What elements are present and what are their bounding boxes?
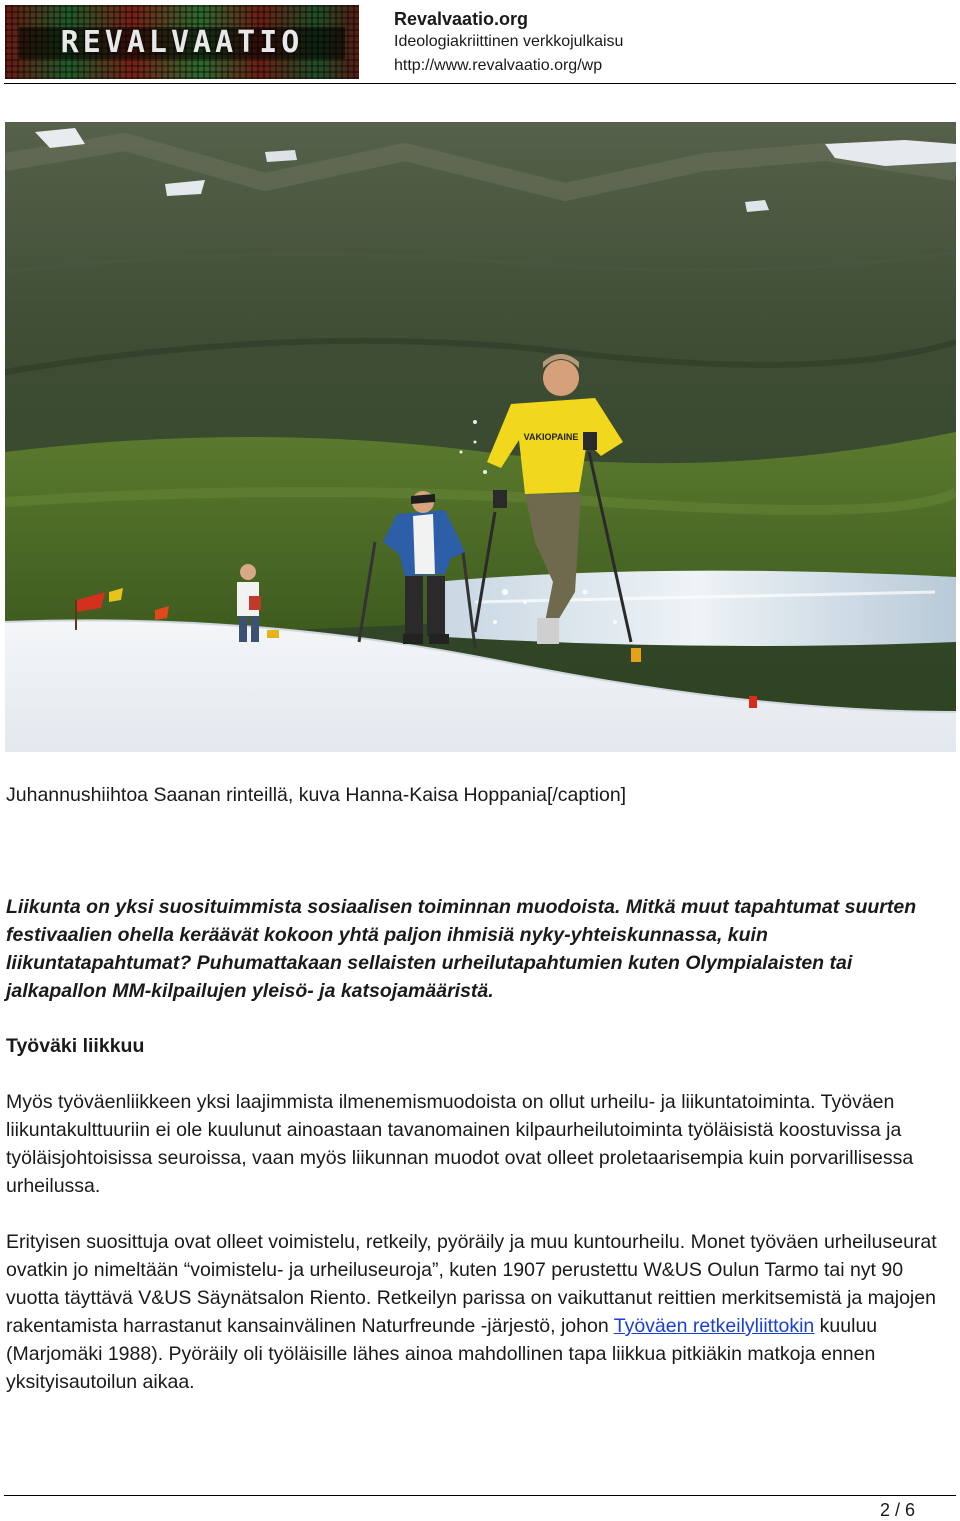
site-title: Revalvaatio.org — [394, 9, 529, 29]
page-header — [0, 0, 960, 84]
section-heading: Työväki liikkuu — [6, 1035, 145, 1057]
logo-wordmark: REVALVAATIO — [60, 25, 304, 60]
article-photo — [5, 122, 956, 752]
article-paragraph — [6, 1228, 946, 1396]
site-url[interactable]: http://www.revalvaatio.org/wp — [394, 57, 603, 74]
retkeilyliitto-link[interactable]: Työväen retkeilyliittokin — [613, 1315, 815, 1337]
footer-divider — [4, 1495, 956, 1496]
header-divider — [4, 83, 956, 84]
paragraph-text: kuuluu (Marjomäki 1988). Pyöräily oli työläisille lähes ainoa mahdollinen tapa liikkua pitkiäkin matkoja ennen yksityisautoilun aikaa. — [6, 1315, 878, 1393]
site-logo[interactable] — [5, 5, 359, 79]
page-number: 2 / 6 — [879, 1500, 915, 1520]
photo-caption: Juhannushiihtoa Saanan rinteillä, kuva Hanna-Kaisa Hoppania[/caption] — [6, 784, 627, 806]
paragraph-text: Erityisen suosittuja ovat olleet voimistelu, retkeily, pyöräily ja muu kuntourheilu. Monet työväen urheiluseurat ovatkin jo nimeltään “voimistelu- ja urheiluseuroja”, kuten 1907 perustettu W&US Oulun Tarmo tai nyt 90 vuotta täyttävä V&US Säynätsalon Riento. Retkeilyn parissa on vaikuttanut reittien merkitsemistä ja majojen rakentamista harrastanut kansainvälinen Naturfreunde -järjestö, johon — [6, 1231, 937, 1337]
article-lead: Liikunta on yksi suosituimmista sosiaalisen toiminnan muodoista. Mitkä muut tapahtumat suurten festivaalien ohella keräävät kokoon yhtä paljon ihmisiä nyky-yhteiskunnassa, kuin liikuntatapahtumat? Puhumattakaan sellaisten urheilutapahtumien kuten Olympialaisten tai jalkapallon MM-kilpailujen yleisö- ja katsojamääristä. — [6, 896, 917, 1002]
shirt-print: VAKIOPAINE — [523, 432, 579, 442]
article-paragraph: Myös työväenliikkeen yksi laajimmista ilmenemismuodoista on ollut urheilu- ja liikuntatoiminta. Työväen liikuntakulttuuriin ei ole kuulunut ainoastaan tavanomainen kilpaurheilutoiminta työläisistä koostuvissa ja työläisjohtoisissa seuroissa, vaan myös liikunnan muodot ovat olleet proletaarisempia kuin porvarillisessa urheilussa. — [6, 1091, 914, 1197]
site-subtitle: Ideologiakriittinen verkkojulkaisu — [394, 33, 624, 50]
site-info — [394, 8, 623, 78]
